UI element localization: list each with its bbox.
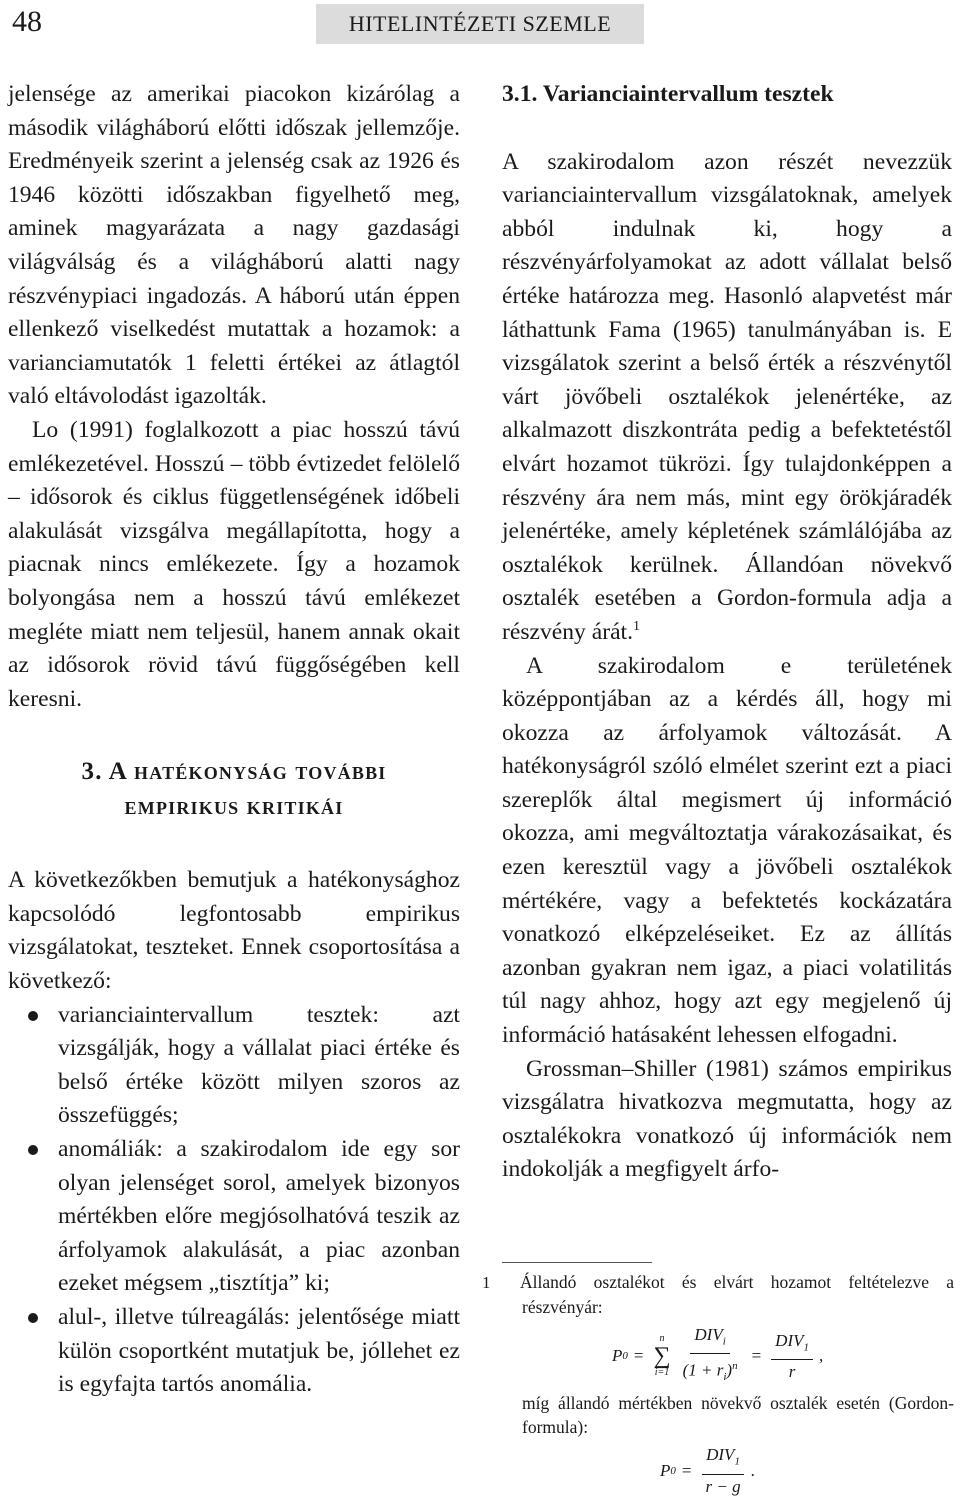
fraction: $\frac{DIV_1}{r - g}$ xyxy=(701,1443,744,1498)
bullet-icon xyxy=(28,1011,38,1021)
right-paragraph-1: A szakirodalom azon részét nevezzük varianciaintervallum vizsgálatoknak, amelyek abból indulnak ki, hogy a részvényárfolyamokat az adott vállalat belső értéke határozza meg. Hasonló alapvetést már láthattunk Fama (1965) tanulmányában is. E vizsgálatok szerint a belső érték a részvénytől várt jövőbeli osztalékok jelenértéke, az alkalmazott diszkontráta pedig a befektetéstől elvárt hozamot tükrözi. Így tulajdonképpen a részvény ára nem más, mint egy örökjáradék jelenértéke, amely képletének számlálójába az osztalékok kerülnek. Állandóan növekvő osztalék esetében a Gordon-formula adja a részvény árát.$^1$ xyxy=(502,148,952,645)
running-header: HITELINTÉZETI SZEMLE xyxy=(316,4,644,44)
footnote-line-2: míg állandó mértékben növekvő osztalék esetén (Gordon-formula): xyxy=(522,1393,954,1438)
footnote-number: 1 xyxy=(482,1273,491,1292)
left-paragraph-2: Lo (1991) foglalkozott a piac hosszú távú emlékezetével. Hosszú – több évtizedet felölelő – idősorok és ciklus függetlenségének időbeli alakulását vizsgálva megállapította, hogy a piacnak nincs emlékezete. Így a hozamok bolyongása nem a hosszú távú emlékezet megléte miatt nem teljesül, hanem annak okait az idősorok rövid távú függőségében kell keresni. xyxy=(8,416,460,712)
right-column xyxy=(502,78,952,1187)
list-item: varianciaintervallum tesztek: azt vizsgálják, hogy a vállalat piaci értéke és belső értéke között milyen szoros az összefüggés; xyxy=(8,999,460,1133)
left-column xyxy=(8,78,460,1402)
formula-gordon: P 0 = $\frac{DIV_1}{r - g}$ . xyxy=(660,1443,954,1498)
left-paragraph-3: A következőkben bemutjuk a hatékonysághoz kapcsolódó legfontosabb empirikus vizsgálatokat, teszteket. Ennek csoportosítása a következő: xyxy=(8,867,460,995)
footnote-line-1: 1 Állandó osztalékot és elvárt hozamot feltételezve a részvényár: xyxy=(482,1272,954,1317)
list-item: alul-, illetve túlreagálás: jelentősége miatt külön csoportként mutatjuk be, jóllehet ez is egyfajta tartós anomália. xyxy=(8,1301,460,1402)
right-paragraph-2: A szakirodalom e területének középpontjában az a kérdés áll, hogy mi okozza az árfolyamok változását. A hatékonyságról szóló elmélet szerint ezt a piaci szereplők által megismert új információ okozza, ami megváltoztatja várakozásaikat, és ezen keresztül vagy a jövőbeli osztalékok mértékére, vagy a befektetés kockázatára vonatkozó elképzeléseiket. Ez az állítás azonban gyakran nem igaz, a piaci volatilitás túl nagy ahhoz, hogy azt egy megjelenő új információ hatásaként lehessen elfogadni. xyxy=(502,652,952,1049)
section-heading-line2: empirikus kritikái xyxy=(124,793,344,821)
fraction: $\frac{DIV_i}{(1 + r_i)^n}$ xyxy=(682,1325,738,1384)
right-paragraph-3: Grossman–Shiller (1981) számos empirikus vizsgálatra hivatkozva megmutatta, hogy az osztalékokra vonatkozó új információk nem indokolják a megfigyelt árfo- xyxy=(502,1055,952,1183)
left-paragraph-1: jelensége az amerikai piacokon kizárólag a második világháború előtti időszak jellemzője. Eredményeik szerint a jelenség csak az 1926 és 1946 közötti időszakban figyelhető meg, aminek magyarázata a nagy gazdasági világválság és a világháború alatti nagy részvénypiaci ingadozás. A háború után éppen ellenkező viselkedést mutattak a hozamok: a varianciamutatók 1 feletti értékei az átlagtól való eltávolodást igazolták. xyxy=(8,81,460,410)
section-heading-line1: 3. A hatékonyság további xyxy=(81,758,387,786)
footnote xyxy=(482,1270,954,1499)
bullet-list xyxy=(8,999,460,1402)
sum-symbol: n ∑ i=1 xyxy=(653,1333,671,1379)
bullet-icon xyxy=(28,1313,38,1323)
footnote-rule xyxy=(502,1262,652,1263)
formula-constant-dividend: P 0 = n ∑ i=1 $\frac{DIV_i}{(1 + r_i)^n}$ = $\frac{DIV_1}{r}$ , xyxy=(612,1323,954,1389)
bullet-icon xyxy=(28,1145,38,1155)
list-item: anomáliák: a szakirodalom ide egy sor olyan jelenséget sorol, amelyek bizonyos mértékben előre megjósolhatóvá teszik az árfolyamok alakulását, a piac azonban ezeket mégsem „tisztítja” ki; xyxy=(8,1133,460,1301)
fraction: $\frac{DIV_1}{r}$ xyxy=(771,1329,813,1384)
page-number: 48 xyxy=(12,5,42,38)
section-heading xyxy=(8,754,460,824)
footnote-mark[interactable]: 1 xyxy=(633,619,640,635)
subsection-title: 3.1. Varianciaintervallum tesztek xyxy=(502,81,834,107)
